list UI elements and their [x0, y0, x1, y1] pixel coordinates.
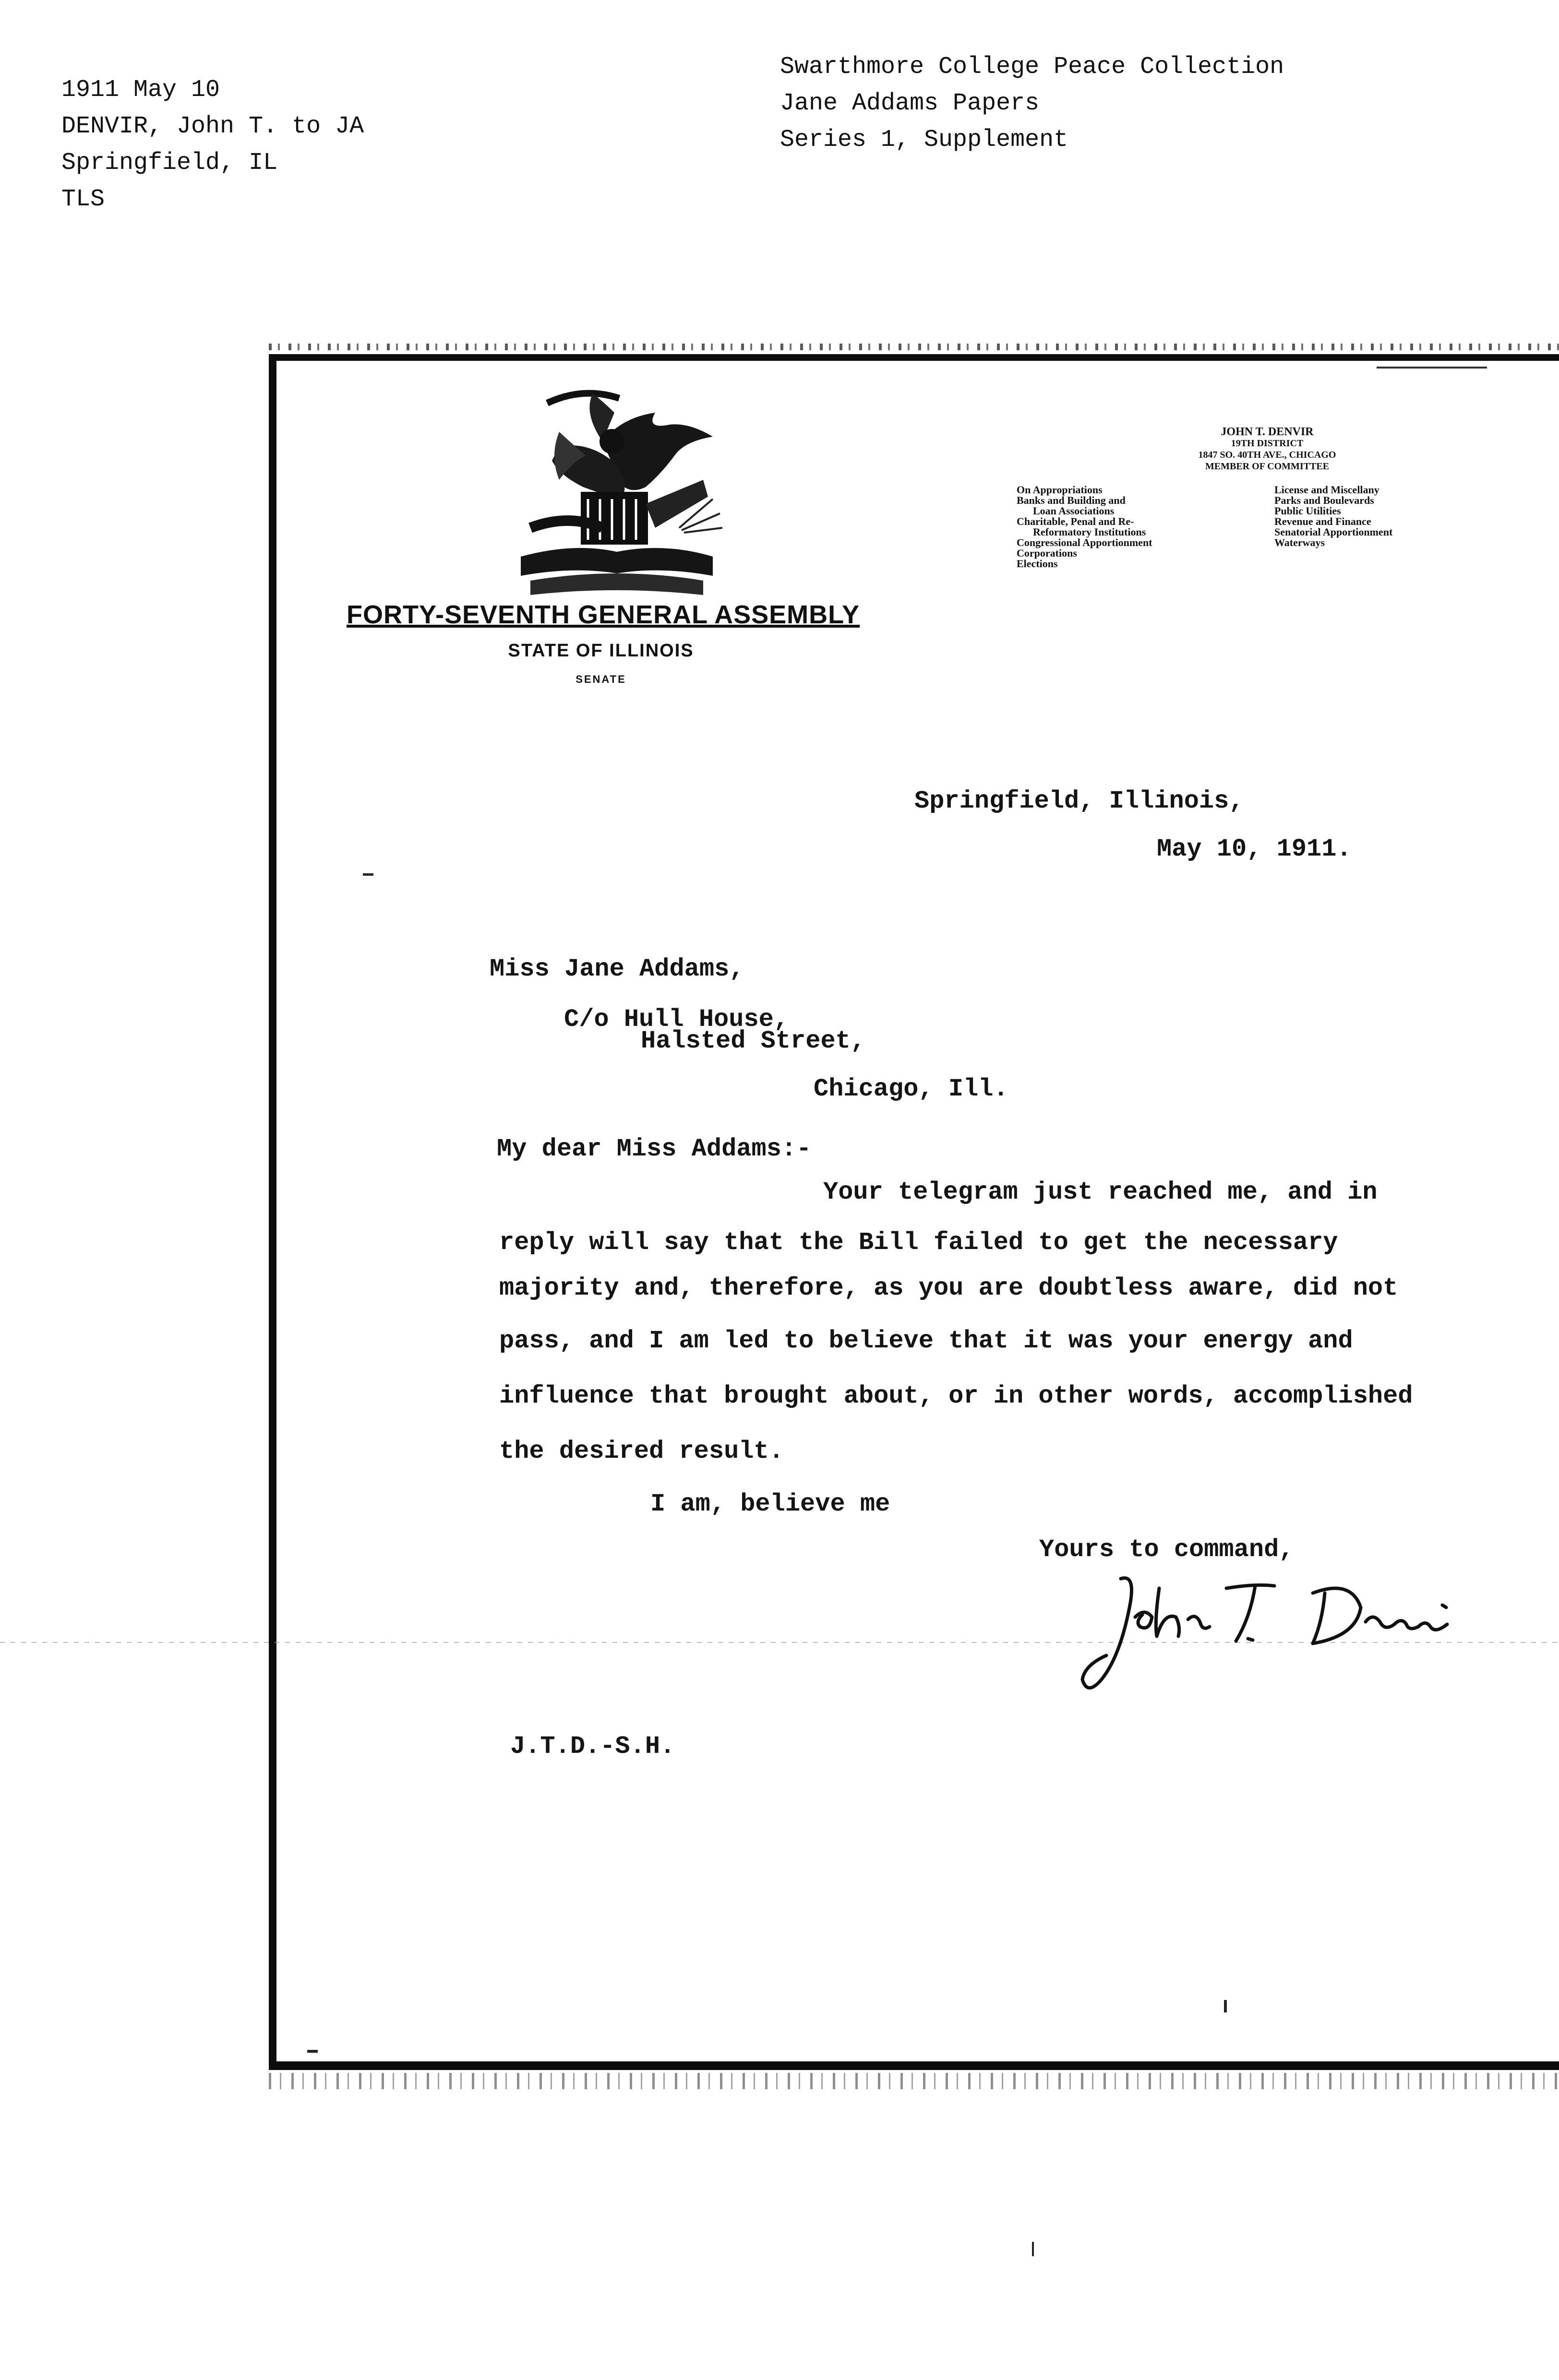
illinois-seal-icon	[502, 384, 727, 605]
body-line: the desired result.	[499, 1437, 784, 1465]
committee-item: Congressional Apportionment	[1017, 536, 1152, 548]
scan-speck	[1224, 2000, 1227, 2012]
committee-item: Elections	[1017, 558, 1058, 570]
body-line: influence that brought about, or in other words, accomplished	[499, 1382, 1413, 1410]
letter-place: Springfield, Illinois,	[914, 787, 1244, 815]
archive-papers: Jane Addams Papers	[780, 90, 1040, 117]
scan-edge-top	[269, 344, 1559, 350]
chamber-name: SENATE	[576, 673, 626, 685]
archive-catalog-left	[61, 72, 364, 218]
committee-item: On Appropriations	[1017, 484, 1103, 496]
body-line: Your telegram just reached me, and in	[823, 1178, 1378, 1206]
archive-series: Series 1, Supplement	[780, 126, 1068, 154]
salutation: My dear Miss Addams:-	[497, 1135, 812, 1163]
senator-block	[1104, 426, 1430, 472]
recipient-address-line2: Halsted Street,	[641, 1027, 866, 1055]
recipient-address-line1: C/o Hull House,	[564, 1005, 789, 1034]
committee-item: Public Utilities	[1274, 505, 1341, 517]
archive-collection: Swarthmore College Peace Collection	[780, 53, 1284, 81]
committee-item: Charitable, Penal and Re-	[1017, 515, 1134, 527]
archive-correspondents: DENVIR, John T. to JA	[61, 113, 364, 140]
committee-item: Waterways	[1274, 536, 1325, 548]
complimentary-close: Yours to command,	[1039, 1535, 1294, 1564]
recipient-city: Chicago, Ill.	[814, 1075, 1008, 1103]
committee-item: Senatorial Apportionment	[1274, 526, 1393, 538]
recipient-name: Miss Jane Addams,	[490, 955, 744, 983]
senator-name: JOHN T. DENVIR	[1221, 426, 1314, 438]
committee-list-left	[1017, 485, 1152, 569]
committee-item: Reformatory Institutions	[1033, 526, 1146, 538]
archive-catalog-right	[780, 49, 1284, 158]
signature-icon	[1063, 1559, 1466, 1703]
typist-initials: J.T.D.-S.H.	[510, 1732, 675, 1761]
scan-speck	[307, 2050, 318, 2053]
body-line: pass, and I am led to believe that it was your energy and	[499, 1327, 1353, 1355]
senator-address: 1847 SO. 40TH AVE., CHICAGO	[1198, 450, 1336, 460]
letter-date: May 10, 1911.	[1157, 835, 1352, 863]
body-line: reply will say that the Bill failed to get the necessary	[499, 1228, 1338, 1257]
scan-noise-bottom	[269, 2073, 1559, 2089]
scan-edge-bottom	[269, 2061, 1559, 2070]
scan-speck	[1032, 2242, 1034, 2256]
committee-item: Banks and Building and	[1017, 494, 1126, 506]
committee-item: Revenue and Finance	[1274, 515, 1371, 527]
committee-item: Loan Associations	[1033, 505, 1115, 517]
assembly-title: FORTY-SEVENTH GENERAL ASSEMBLY	[347, 600, 860, 629]
archive-format: TLS	[61, 186, 105, 213]
archive-date: 1911 May 10	[61, 76, 220, 104]
closing-phrase: I am, believe me	[650, 1490, 890, 1518]
archive-place: Springfield, IL	[61, 149, 278, 177]
scan-speck	[363, 873, 373, 876]
body-line: majority and, therefore, as you are doubtless aware, did not	[499, 1274, 1398, 1302]
senator-district: 19TH DISTRICT	[1231, 438, 1304, 449]
committee-item: License and Miscellany	[1274, 484, 1379, 496]
committee-item: Corporations	[1017, 547, 1077, 559]
committee-heading: MEMBER OF COMMITTEE	[1205, 461, 1330, 472]
committee-item: Parks and Boulevards	[1274, 494, 1374, 506]
state-name: STATE OF ILLINOIS	[508, 641, 694, 661]
committee-list-right	[1274, 485, 1392, 548]
scan-mark	[1377, 367, 1487, 369]
